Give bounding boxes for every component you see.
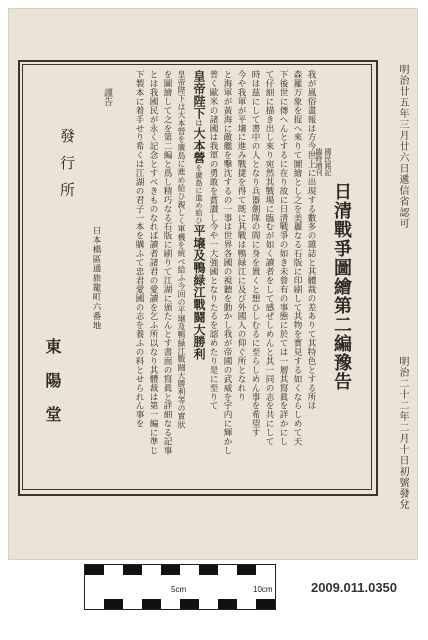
body-line: て仔細に描き出し來り宛然其戰場に臨むが如く讀者をして感ぜしめんと其一同の志を共にして (264, 70, 274, 446)
body-line: 皇帝陛下は大本營を廣島に進め給ひ親しく軍機を統べ給ふ今回の平壌及鴨緑江戰闘大勝利等の實狀 (177, 70, 186, 429)
body-line: 下後世に傳へんとするに在り故に日清戰爭の如き未曾有の事態に於ては一層其寫眞を詳かにし (278, 70, 288, 446)
scale-bar (84, 564, 276, 610)
scale-bar-top-checker (85, 565, 275, 575)
highlight-headquarters: 大本營 (192, 126, 206, 165)
document-title: 日清戰爭圖繪第二編豫告 (331, 182, 352, 391)
body-line: 普く歐米の諸國は我軍の勇敢を賞讃し今や一大強國となりたるを認めたり是に至りて (208, 70, 218, 411)
publisher-label: 發行所 (58, 128, 76, 209)
body-line: 我が風俗畫報は方今世上に出現する數多の雜誌と其體裁の差ありて其特色とする所は (306, 70, 316, 411)
first-issue-line: 明治二十二年二月十日初號發兌 (397, 356, 408, 510)
highlight-victory: 平壌及鴨緑江戰闘大勝利 (192, 224, 206, 361)
notice-mark: 謹告 (102, 88, 112, 106)
accession-number: 2009.011.0350 (310, 580, 398, 595)
body-line: 時は茲にして書中の人となり兵器劍隊の間に身を置くと想ひしむるに至らしめん事を希望す (250, 70, 260, 437)
body-line: を圖繪して之を第二編と爲し精巧なる石版に刷りて江湖に頒たんとす書面の寫眞と詳細なる記事 (162, 70, 172, 455)
body-line: とは我國民が永く記念とすべきものなれば讀者諸君の愛讀を乞ふ所以なり其體裁は第一編に準じ (148, 70, 158, 455)
permit-line: 明治廿五年三月廿六日遞信省認可 (397, 64, 408, 229)
body-line: 下製本に着手せり希くは江湖の君子一本を購ふて忠君愛國の志を養ふの料とせられん事を (134, 70, 144, 428)
scale-bar-bottom-checker (85, 599, 275, 609)
body-line: と海軍が黃海に敵艦を擊沈するの一事は世界各國の視聽を動かし我が帝國の武威を宇内に輝かし (222, 70, 232, 455)
title-prefix: 國民銘記 臨時増刊 (315, 148, 332, 176)
scale-mark-5cm: 5cm (171, 585, 187, 594)
publisher-name: 東陽堂 (43, 338, 62, 440)
body-line: 森羅万象を捉へ來りて圖繪とし之を美麗なる石版に印刷して其物を實見する如くならしめて天 (292, 70, 302, 446)
publisher-address: 日本橋區通旅籠町六番地 (91, 226, 101, 331)
body-line: 今や我軍が平壌に進み戰捷を得て既に其戰は鴨緑江に及び外國人の仰ぐ所となれり (236, 70, 246, 402)
highlight-emperor: 皇帝陛下 (192, 70, 206, 120)
scale-mark-10cm: 10cm (253, 585, 273, 594)
body-line-with-highlights: 皇帝陛下は大本營を廣島に進め給ひ平壌及鴨緑江戰闘大勝利 (192, 70, 206, 361)
